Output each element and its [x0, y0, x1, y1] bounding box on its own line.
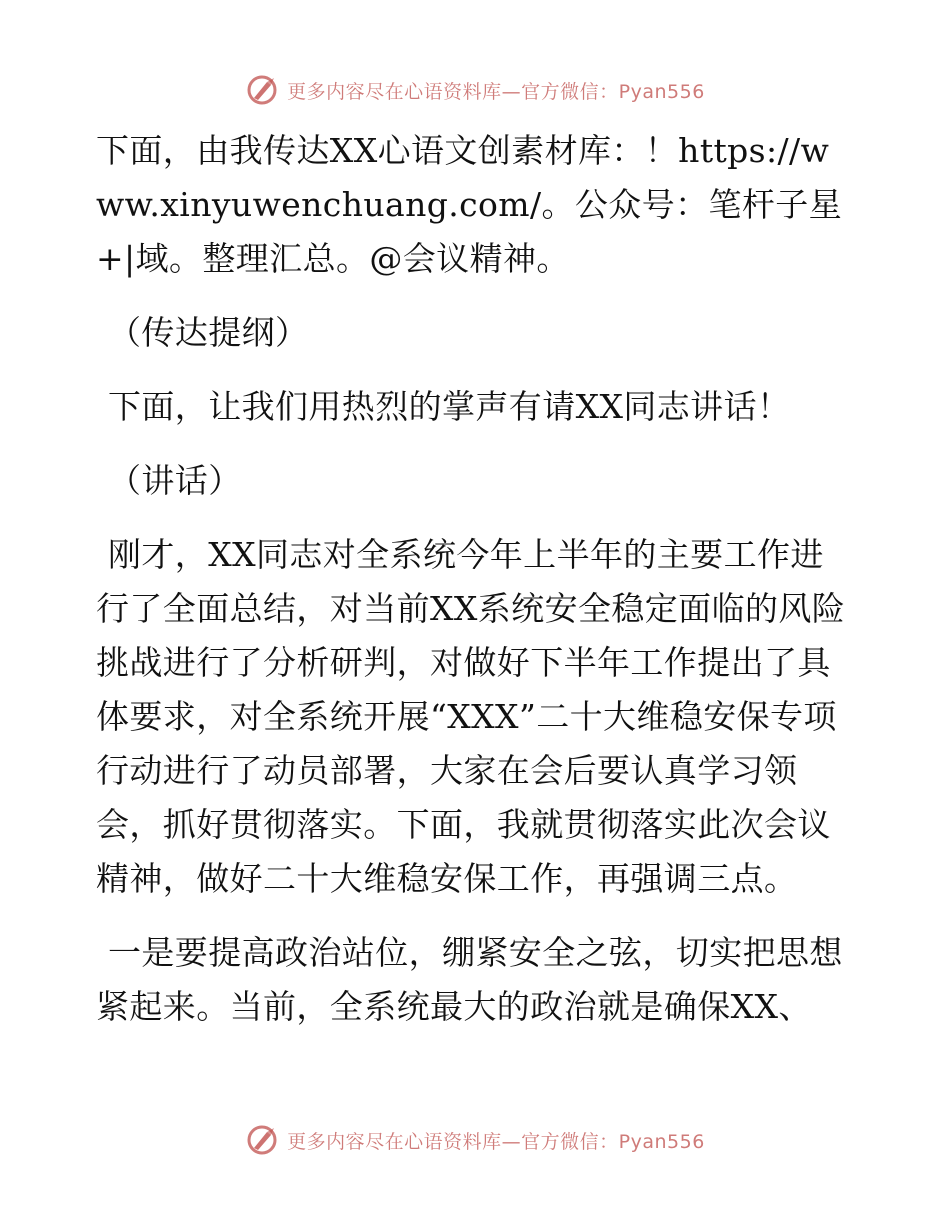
document-body [96, 124, 856, 1054]
paragraph-intro: 下面，由我传达XX心语文创素材库：！https://www.xinyuwenchuang.com/。公众号：笔杆子星+|域。整理汇总。@会议精神。 [96, 131, 843, 278]
paragraph-outline-note: （传达提纲） [108, 313, 309, 352]
header-watermark-banner [0, 70, 950, 110]
quill-circle-icon [245, 73, 279, 107]
paragraph-point-one: 一是要提高政治站位，绷紧安全之弦，切实把思想紧起来。当前，全系统最大的政治就是确保XX、 [96, 933, 843, 1026]
footer-watermark-banner [0, 1120, 950, 1160]
quill-circle-icon [245, 1123, 279, 1157]
paragraph-invitation: 下面，让我们用热烈的掌声有请XX同志讲话！ [108, 387, 791, 426]
header-watermark-text: 更多内容尽在心语资料库—官方微信：Pyan556 [287, 80, 705, 103]
footer-watermark-text: 更多内容尽在心语资料库—官方微信：Pyan556 [287, 1130, 705, 1153]
paragraph-speech-note: （讲话） [108, 461, 242, 500]
paragraph-summary: 刚才，XX同志对全系统今年上半年的主要工作进行了全面总结，对当前XX系统安全稳定面临的风险挑战进行了分析研判，对做好下半年工作提出了具体要求，对全系统开展“XXX”二十大维稳安保专项行动进行了动员部署，大家在会后要认真学习领会，抓好贯彻落实。下面，我就贯彻落实此次会议精神，做好二十大维稳安保工作，再强调三点。 [96, 535, 846, 898]
